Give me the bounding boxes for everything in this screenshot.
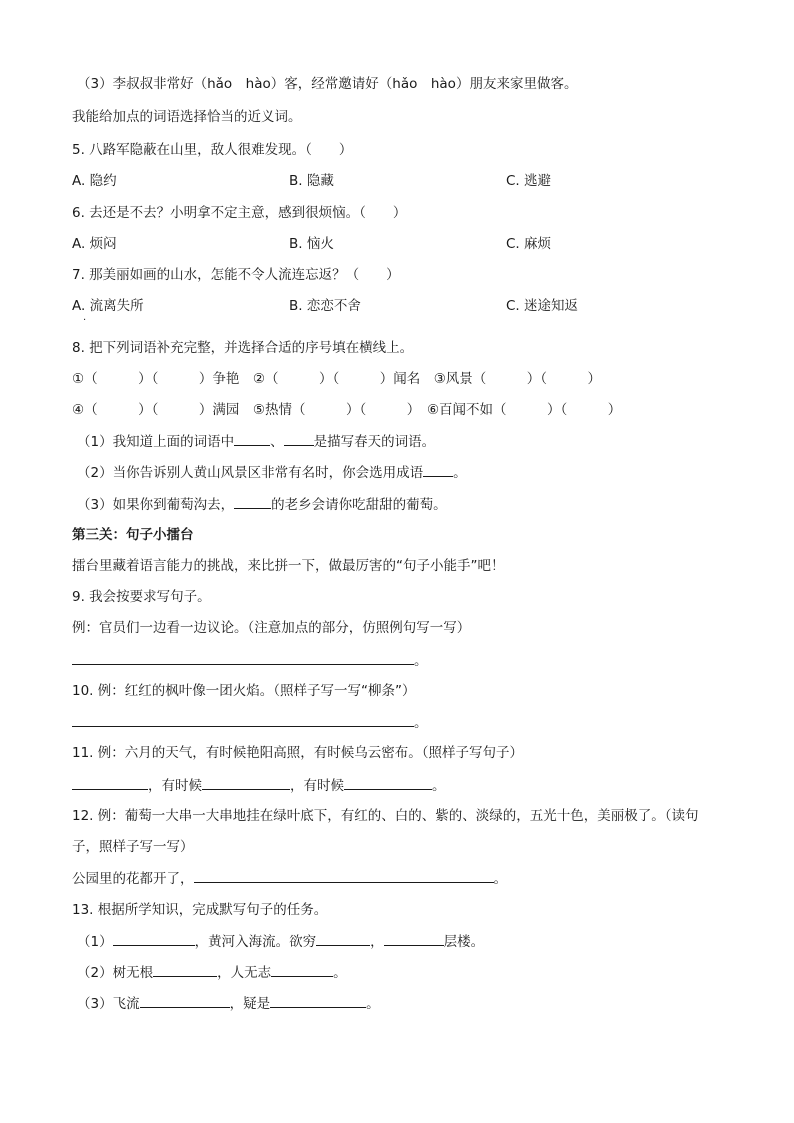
q12-end: 。 (493, 871, 507, 887)
answer-blank[interactable] (202, 775, 290, 790)
q11-fill-1: ，有时候 (148, 778, 202, 794)
q13-sub-1-tail: 层楼。 (443, 934, 485, 950)
q13-sub-3-mid: ，疑是 (229, 996, 271, 1012)
question-12-cont: 子，照样子写一写） (72, 839, 194, 855)
q6-option-b[interactable]: B. 恼火 (289, 236, 334, 252)
answer-blank[interactable] (316, 931, 370, 946)
question-9: 9. 我会按要求写句子。 (72, 589, 211, 605)
q6-option-c[interactable]: C. 麻烦 (506, 236, 552, 252)
answer-blank[interactable] (234, 431, 270, 446)
q13-sub-3 (77, 993, 380, 1014)
question-7: 7. 那美丽如画的山水，怎能不令人流连忘返？（ ） (72, 267, 400, 283)
answer-blank[interactable] (234, 494, 271, 509)
q9-example: 例：官员们一边看一边议论。（注意加点的部分，仿照例句写一写） (72, 620, 471, 636)
q11-fill-2: ，有时候 (290, 778, 344, 794)
q13-sub-2-text: （2）树无根 (77, 965, 154, 981)
q8-sub-1-tail: 是描写春天的词语。 (313, 434, 436, 450)
answer-blank[interactable] (113, 931, 195, 946)
q13-sub-3-end: 。 (366, 996, 380, 1012)
q8-sub-1-text: （1）我知道上面的词语中 (77, 434, 235, 450)
question-8: 8. 把下列词语补充完整，并选择合适的序号填在横线上。 (72, 340, 414, 356)
q5-option-a[interactable]: A. 隐约 (72, 173, 117, 189)
answer-blank[interactable] (72, 650, 414, 665)
q7-option-a[interactable]: A. 流离失所 (72, 298, 144, 314)
q8-sub-3 (77, 494, 447, 515)
q13-sub-2-end: 。 (333, 965, 347, 981)
q13-sub-1-label: （1） (77, 934, 113, 950)
q5-option-b[interactable]: B. 隐藏 (289, 173, 334, 189)
q12-answer-line (72, 868, 507, 889)
q8-word-row-1: ①（ ）（ ）争艳 ②（ ）（ ）闻名 ③风景（ ）（ ） (72, 371, 602, 387)
q12-prompt: 公园里的花都开了， (72, 871, 194, 887)
q8-sub-2-text: （2）当你告诉别人黄山风景区非常有名时，你会选用成语 (77, 465, 424, 481)
q13-sub-3-text: （3）飞流 (77, 996, 140, 1012)
q8-sub-1-sep: 、 (270, 434, 284, 450)
section-3-intro: 擂台里藏着语言能力的挑战，来比拼一下，做最厉害的“句子小能手”吧！ (72, 558, 505, 574)
q13-sub-2 (77, 962, 347, 983)
answer-blank[interactable] (72, 775, 148, 790)
q8-sub-1 (77, 431, 435, 452)
q9-answer-line (72, 650, 428, 671)
q8-sub-3-tail: 的老乡会请你吃甜甜的葡萄。 (271, 497, 447, 513)
answer-blank[interactable] (284, 431, 314, 446)
q8-word-row-2: ④（ ）（ ）满园 ⑤热情（ ）（ ） ⑥百闻不如（ ）（ ） (72, 402, 622, 418)
answer-blank[interactable] (72, 712, 414, 727)
question-11: 11. 例：六月的天气，有时候艳阳高照，有时候乌云密布。（照样子写句子） (72, 745, 524, 761)
answer-blank[interactable] (271, 962, 333, 977)
answer-blank[interactable] (344, 775, 432, 790)
q8-sub-3-text: （3）如果你到葡萄沟去， (77, 497, 235, 513)
question-4-3: （3）李叔叔非常好（hǎo hào）客，经常邀请好（hǎo hào）朋友来家里做客。 (77, 76, 578, 92)
answer-blank[interactable] (423, 462, 453, 477)
q13-sub-1 (77, 931, 484, 952)
q13-sub-2-mid: ，人无志 (217, 965, 272, 981)
q5-option-c[interactable]: C. 逃避 (506, 173, 552, 189)
q6-option-a[interactable]: A. 烦闷 (72, 236, 117, 252)
section-3-title: 第三关：句子小擂台 (72, 527, 194, 543)
q11-answer-line (72, 775, 446, 796)
q13-sub-1-text: ，黄河入海流。欲穷 (194, 934, 317, 950)
q8-sub-2 (77, 462, 467, 483)
q13-sub-1-sep: ， (370, 934, 384, 950)
q10-answer-line (72, 712, 428, 733)
answer-blank[interactable] (153, 962, 217, 977)
question-6: 6. 去还是不去？小明拿不定主意，感到很烦恼。（ ） (72, 205, 407, 221)
q9-answer-end: 。 (414, 653, 428, 669)
q11-end: 。 (432, 778, 446, 794)
q7-option-c[interactable]: C. 迷途知返 (506, 298, 579, 314)
question-10: 10. 例：红红的枫叶像一团火焰。（照样子写一写“柳条”） (72, 683, 416, 699)
emphasis-dot: · (83, 315, 87, 326)
answer-blank[interactable] (194, 868, 494, 883)
synonym-instruction: 我能给加点的词语选择恰当的近义词。 (72, 109, 302, 125)
question-13: 13. 根据所学知识，完成默写句子的任务。 (72, 902, 328, 918)
question-12: 12. 例：葡萄一大串一大串地挂在绿叶底下，有红的、白的、紫的、淡绿的，五光十色，美丽极了。（读句 (72, 808, 699, 824)
answer-blank[interactable] (384, 931, 444, 946)
q10-answer-end: 。 (414, 715, 428, 731)
question-5: 5. 八路军隐蔽在山里，敌人很难发现。（ ） (72, 142, 353, 158)
q8-sub-2-tail: 。 (453, 465, 467, 481)
answer-blank[interactable] (270, 993, 366, 1008)
q7-option-b[interactable]: B. 恋恋不舍 (289, 298, 361, 314)
answer-blank[interactable] (140, 993, 230, 1008)
